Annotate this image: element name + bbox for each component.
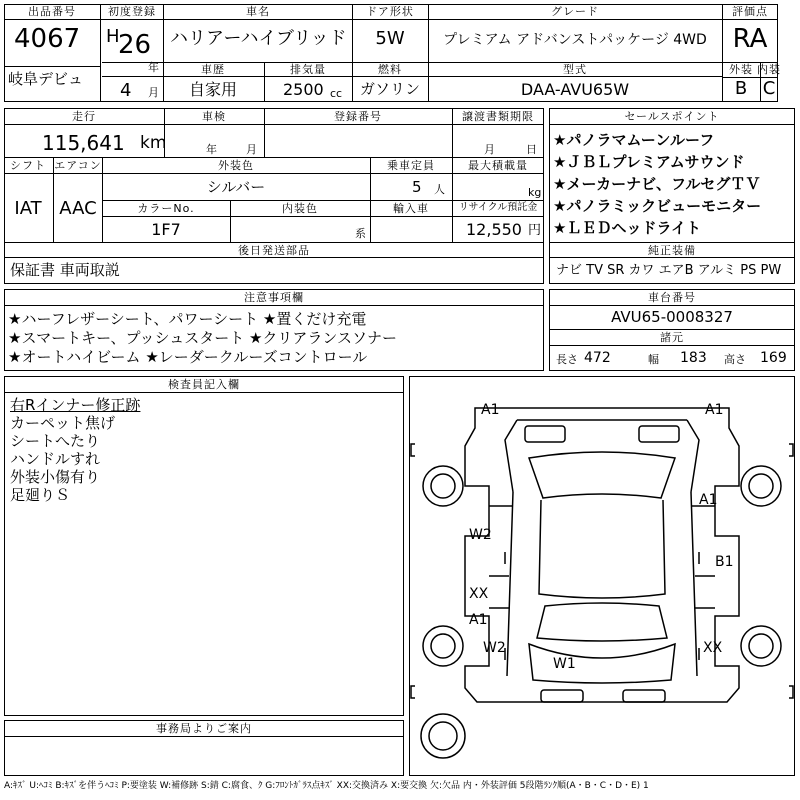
wheel-front-left bbox=[423, 466, 463, 506]
inspector-header: 検査員記入欄 bbox=[168, 378, 240, 391]
ext-color: シルバー bbox=[206, 178, 266, 196]
kei-unit: 系 bbox=[355, 227, 366, 240]
damage-code-r-rear-door: B1 bbox=[715, 554, 734, 570]
lot-no-header: 出品番号 bbox=[28, 5, 76, 18]
sales-point: ★ＪＢＬプレミアムサウンド bbox=[553, 153, 745, 171]
windshield bbox=[529, 452, 675, 498]
model-header: 型式 bbox=[563, 63, 587, 76]
history-header: 車歴 bbox=[201, 63, 225, 76]
caution-item: ★ハーフレザーシート、パワーシート ★置くだけ充電 bbox=[8, 310, 367, 328]
rear-bumper-right bbox=[623, 690, 665, 702]
ext-grade: B bbox=[734, 78, 748, 99]
score: RA bbox=[732, 24, 768, 54]
displacement: 2500 bbox=[283, 80, 324, 99]
int-grade: C bbox=[762, 78, 776, 99]
rear-deck bbox=[529, 644, 675, 683]
sales-point: ★メーカーナビ、フルセグＴＶ bbox=[553, 175, 761, 193]
sales-point: ★パノラミックビューモニター bbox=[553, 197, 762, 215]
inspection-header: 車検 bbox=[202, 110, 226, 123]
height: 169 bbox=[760, 350, 787, 366]
insp-year-unit: 年 bbox=[206, 143, 217, 156]
color-no: 1F7 bbox=[151, 220, 181, 239]
cabin bbox=[539, 500, 665, 598]
ext-color-header: 外装色 bbox=[218, 159, 254, 172]
wheel-front-right bbox=[741, 466, 781, 506]
lot-number: 4067 bbox=[14, 24, 81, 54]
damage-code-r-rear-fender: XX bbox=[703, 640, 723, 656]
transfer-header: 譲渡書類期限 bbox=[462, 110, 534, 123]
caution-item: ★オートハイビーム ★レーダークルーズコントロール bbox=[8, 348, 368, 366]
length-label: 長さ bbox=[556, 353, 578, 366]
equipment-header: 純正装備 bbox=[648, 244, 696, 257]
caution-header: 注意事項欄 bbox=[244, 291, 304, 304]
era: H bbox=[106, 26, 120, 47]
month-unit: 月 bbox=[148, 86, 159, 99]
capacity-unit: 人 bbox=[434, 183, 445, 196]
inspector-note: シートへたり bbox=[10, 432, 101, 450]
caution-list bbox=[8, 310, 397, 367]
inspector-notes-list bbox=[10, 396, 140, 504]
capacity: 5 bbox=[412, 178, 422, 196]
first-reg-header: 初度登録 bbox=[108, 5, 156, 18]
inspector-note: 右Rインナー修正跡 bbox=[10, 396, 141, 414]
reg-year: 26 bbox=[118, 30, 152, 60]
grille-right bbox=[639, 426, 679, 442]
equipment: ナビ TV SR カワ エアB アルミ PS PW bbox=[556, 263, 782, 278]
kg-unit: kg bbox=[528, 186, 542, 199]
cc-unit: cc bbox=[330, 87, 343, 100]
chassis-header: 車台番号 bbox=[648, 291, 696, 304]
ac-header: エアコン bbox=[54, 159, 102, 172]
later-parts-header: 後日発送部品 bbox=[238, 244, 310, 257]
grille-left bbox=[525, 426, 565, 442]
rear-bumper-left bbox=[541, 690, 583, 702]
sales-points-list bbox=[553, 129, 761, 239]
chassis-number: AVU65-0008327 bbox=[611, 308, 733, 326]
bracket-marks bbox=[411, 444, 793, 698]
rear-window bbox=[537, 603, 667, 641]
hood bbox=[505, 420, 699, 492]
displacement-header: 排気量 bbox=[290, 63, 326, 76]
roof-line bbox=[507, 492, 697, 676]
year-unit: 年 bbox=[148, 61, 159, 74]
score-header: 評価点 bbox=[732, 5, 768, 18]
transfer-day-unit: 日 bbox=[526, 143, 537, 156]
door-lines bbox=[489, 506, 715, 608]
damage-code-l-rear-door: A1 bbox=[469, 612, 488, 628]
damage-code-front-left: A1 bbox=[481, 402, 500, 418]
wheel-rear-right bbox=[741, 626, 781, 666]
yen-unit: 円 bbox=[528, 223, 542, 238]
km-unit: km bbox=[140, 133, 167, 153]
recycle-fee: 12,550 bbox=[466, 220, 522, 239]
int-header: 内装 bbox=[757, 63, 781, 76]
recycle-header: リサイクル預託金 bbox=[458, 202, 538, 213]
caution-item: ★スマートキー、プッシュスタート ★クリアランスソナー bbox=[8, 329, 397, 347]
grade: プレミアム アドバンストパッケージ 4WD bbox=[443, 32, 707, 48]
aircon: AAC bbox=[59, 198, 97, 219]
inspector-note: 足廻りＳ bbox=[10, 486, 71, 504]
inspector-note: 外装小傷有り bbox=[10, 468, 101, 486]
sales-point: ★パノラマムーンルーフ bbox=[553, 131, 715, 149]
model-code: DAA-AVU65W bbox=[520, 80, 630, 99]
insp-month-unit: 月 bbox=[246, 143, 257, 156]
shift: IAT bbox=[14, 198, 42, 219]
car-name: ハリアーハイブリッド bbox=[170, 28, 347, 49]
width: 183 bbox=[680, 350, 707, 366]
height-label: 高さ bbox=[724, 353, 746, 366]
ext-header: 外装 bbox=[729, 63, 753, 76]
width-label: 幅 bbox=[648, 353, 659, 366]
fuel: ガソリン bbox=[359, 80, 421, 98]
office-header: 事務局よりご案内 bbox=[156, 722, 252, 735]
dims-header: 諸元 bbox=[660, 331, 684, 344]
venue: 岐阜デビュ bbox=[8, 70, 84, 88]
int-color-header: 内装色 bbox=[282, 202, 318, 215]
history: 自家用 bbox=[188, 80, 238, 99]
door-header: ドア形状 bbox=[366, 5, 414, 18]
mileage: 115,641 bbox=[42, 131, 125, 155]
door-type: 5W bbox=[375, 28, 405, 49]
damage-code-l-sill: XX bbox=[469, 586, 489, 602]
mileage-header: 走行 bbox=[72, 110, 96, 123]
grade-header: グレード bbox=[551, 5, 599, 18]
transfer-month-unit: 月 bbox=[484, 143, 495, 156]
capacity-header: 乗車定員 bbox=[387, 159, 435, 172]
later-parts: 保証書 車両取説 bbox=[10, 261, 120, 279]
sales-point: ★ＬＥＤヘッドライト bbox=[553, 219, 701, 237]
reg-month: 4 bbox=[120, 80, 132, 101]
import-header: 輸入車 bbox=[393, 202, 429, 215]
shift-header: シフト bbox=[10, 159, 46, 172]
sales-header: セールスポイント bbox=[624, 110, 720, 123]
damage-code-rear-center: W1 bbox=[553, 656, 576, 672]
wheel-rear-left bbox=[423, 626, 463, 666]
damage-code-r-front-fender: A1 bbox=[699, 492, 718, 508]
length: 472 bbox=[584, 350, 611, 366]
color-no-header: カラーNo. bbox=[137, 202, 195, 215]
damage-legend: A:ｷｽﾞ U:ﾍｺﾐ B:ｷｽﾞを伴うﾍｺﾐ P:要塗装 W:補修跡 S:錆 C:腐食、ｸ G:ﾌﾛﾝﾄｶﾞﾗｽ点ｷｽﾞ XX:交換済み X:要交換 欠:欠品 内・外装評価 5段階ﾗﾝｸ順(A・B・C・D・E) 1 bbox=[4, 781, 649, 791]
car-damage-diagram bbox=[409, 376, 795, 776]
inspector-note: ハンドルすれ bbox=[10, 450, 101, 468]
damage-code-l-front-door: W2 bbox=[469, 527, 492, 543]
damage-code-front-right: A1 bbox=[705, 402, 724, 418]
reg-no-header: 登録番号 bbox=[334, 110, 382, 123]
inspector-note: カーペット焦げ bbox=[10, 414, 116, 432]
spare-wheel bbox=[421, 714, 465, 758]
fuel-header: 燃料 bbox=[378, 63, 402, 76]
damage-code-l-rear-fender: W2 bbox=[483, 640, 506, 656]
car-name-header: 車名 bbox=[246, 5, 270, 18]
max-load-header: 最大積載量 bbox=[468, 159, 528, 172]
